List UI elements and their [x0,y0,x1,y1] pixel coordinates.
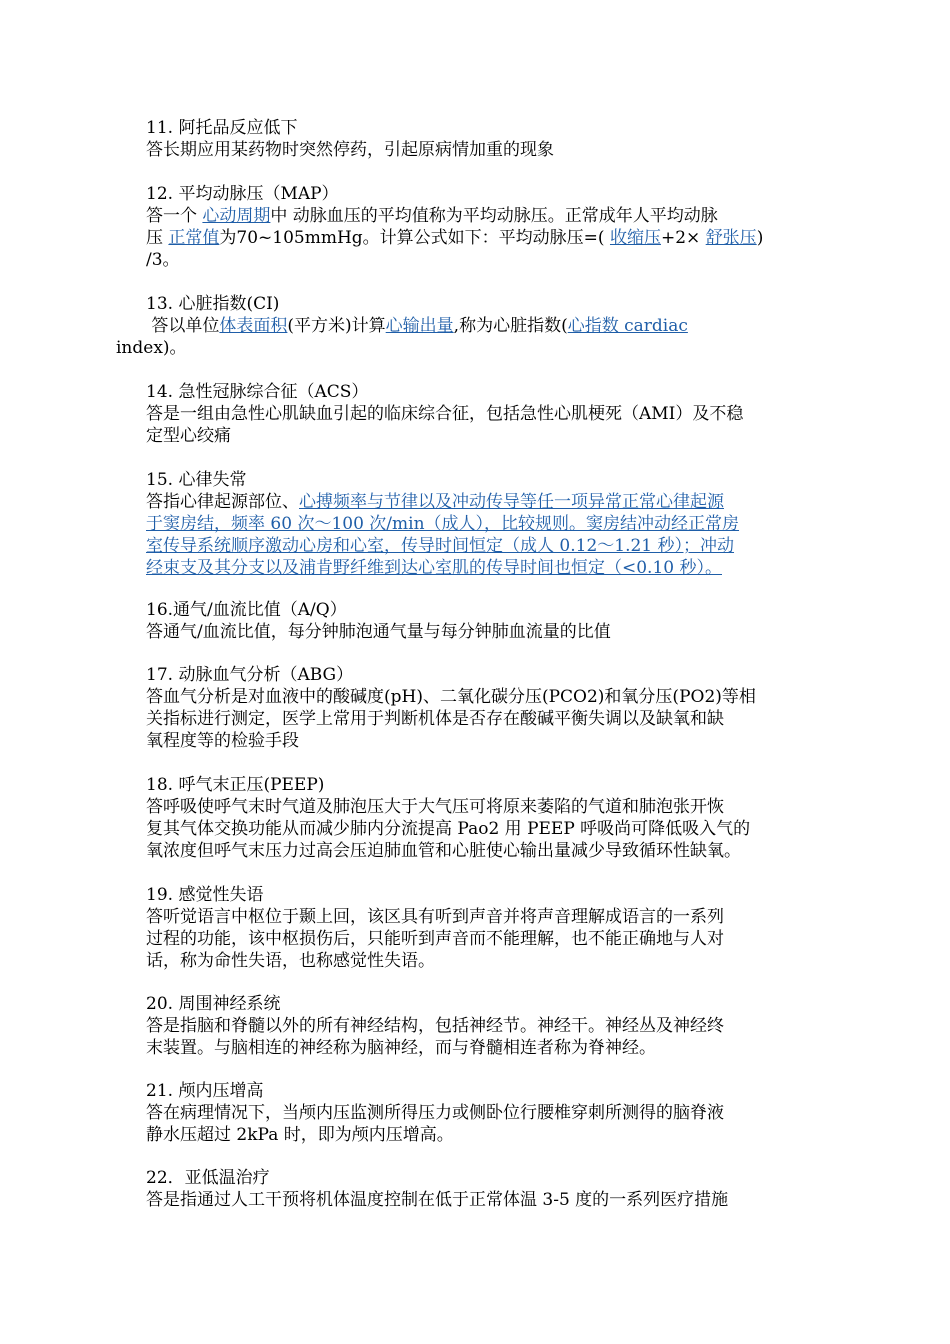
link-cardiac-index[interactable]: 心指数 cardiac [567,316,688,336]
entry-text-line: index)。 [116,338,187,358]
entry-text-line: 答呼吸使呼气末时气道及肺泡压大于大气压可将原来萎陷的气道和肺泡张开恢 [146,797,724,817]
entry-14 [146,381,810,447]
entry-title: 12. 平均动脉压（MAP） [146,184,339,204]
entry-text-line: /3。 [146,250,180,270]
entry-text-line: 复其气体交换功能从而减少肺内分流提高 Pao2 用 PEEP 呼吸尚可降低吸入气的 [146,819,751,839]
link-systolic-pressure[interactable]: 收缩压 [609,228,661,248]
entry-text-line: 答是指通过人工干预将机体温度控制在低于正常体温 3-5 度的一系列医疗措施 [146,1190,729,1210]
link-cardiac-output[interactable]: 心输出量 [385,316,454,336]
entry-text-line [146,315,810,337]
entry-title: 22．亚低温治疗 [146,1168,270,1188]
entry-18 [146,774,810,862]
entry-text-line: 答是一组由急性心肌缺血引起的临床综合征，包括急性心肌梗死（AMI）及不稳 [146,404,744,424]
text-run: ,称为心脏指数( [453,316,568,336]
entry-text-line: 末装置。与脑相连的神经称为脑神经，而与脊髓相连者称为脊神经。 [146,1038,656,1058]
text-run: ) [756,228,764,248]
link-cardiac-cycle[interactable]: 心动周期 [202,206,271,226]
entry-13 [116,293,810,359]
entry-title: 15. 心律失常 [146,470,247,490]
link-normal-value[interactable]: 正常值 [168,228,220,248]
text-run: 答以单位 [146,316,220,336]
entry-11 [146,117,810,161]
entry-text-line [146,491,810,513]
entry-text-line: 关指标进行测定，医学上常用于判断机体是否存在酸碱平衡失调以及缺氧和缺 [146,709,724,729]
entry-19 [146,884,810,972]
text-run: +2× [660,228,706,248]
link-body-surface-area[interactable]: 体表面积 [219,316,288,336]
entry-text-line [146,205,810,227]
entry-text-line [146,227,810,249]
entry-text-line: 静水压超过 2kPa 时，即为颅内压增高。 [146,1125,454,1145]
entry-title: 14. 急性冠脉综合征（ACS） [146,382,369,402]
text-run: (平方米)计算 [287,316,386,336]
entry-text-line: 答在病理情况下，当颅内压监测所得压力或侧卧位行腰椎穿刺所测得的脑脊液 [146,1103,724,1123]
entry-text-line: 氧程度等的检验手段 [146,731,299,751]
text-run: 中 动脉血压的平均值称为平均动脉压。正常成年人平均动脉 [270,206,718,226]
link-arrhythmia-detail[interactable]: 心搏频率与节律以及冲动传导等任一项异常正常心律起源 [299,492,724,512]
entry-title: 11. 阿托品反应低下 [146,118,298,138]
entry-text-line: 答血气分析是对血液中的酸碱度(pH)、二氧化碳分压(PCO2)和氧分压(PO2)等相 [146,687,756,707]
entry-15 [146,469,810,579]
link-diastolic-pressure[interactable]: 舒张压 [705,228,757,248]
entry-title: 19. 感觉性失语 [146,885,264,905]
entry-text-line: 答是指脑和脊髓以外的所有神经结构，包括神经节。神经干。神经丛及神经终 [146,1016,724,1036]
link-arrhythmia-detail-line[interactable]: 室传导系统顺序激动心房和心室，传导时间恒定（成人 0.12～1.21 秒）；冲动 [146,536,735,556]
entry-title: 16.通气/血流比值（A/Q） [146,600,347,620]
entry-12 [146,183,810,271]
text-run: 答一个 [146,206,203,226]
entry-title: 17. 动脉血气分析（ABG） [146,665,354,685]
entry-16 [146,599,810,643]
entry-17 [146,664,810,752]
entry-21 [146,1080,810,1146]
entry-text-line: 答通气/血流比值，每分钟肺泡通气量与每分钟肺血流量的比值 [146,622,611,642]
entry-title: 20. 周围神经系统 [146,994,281,1014]
entry-text-line: 话，称为命性失语，也称感觉性失语。 [146,951,435,971]
entry-text-line: 氧浓度但呼气末压力过高会压迫肺血管和心脏使心输出量减少导致循环性缺氧。 [146,841,741,861]
entry-title: 13. 心脏指数(CI) [146,294,280,314]
text-run: 为70~105mmHg。计算公式如下：平均动脉压=( [219,228,610,248]
entry-22 [146,1167,810,1211]
link-arrhythmia-detail-line[interactable]: 于窦房结，频率 60 次～100 次/min（成人），比较规则。窦房结冲动经正常房 [146,514,740,534]
entry-title: 21. 颅内压增高 [146,1081,264,1101]
text-run: 答指心律起源部位、 [146,492,299,512]
entry-text: 答长期应用某药物时突然停药，引起原病情加重的现象 [146,140,554,160]
text-run: 压 [146,228,169,248]
entry-20 [146,993,810,1059]
entry-text-line: 过程的功能，该中枢损伤后，只能听到声音而不能理解，也不能正确地与人对 [146,929,724,949]
entry-text-line: 答听觉语言中枢位于颞上回，该区具有听到声音并将声音理解成语言的一系列 [146,907,724,927]
entry-text-line: 定型心绞痛 [146,426,231,446]
link-arrhythmia-detail-line[interactable]: 经束支及其分支以及浦肯野纤维到达心室肌的传导时间也恒定（<0.10 秒）。 [146,558,722,578]
entry-title: 18. 呼气末正压(PEEP) [146,775,325,795]
